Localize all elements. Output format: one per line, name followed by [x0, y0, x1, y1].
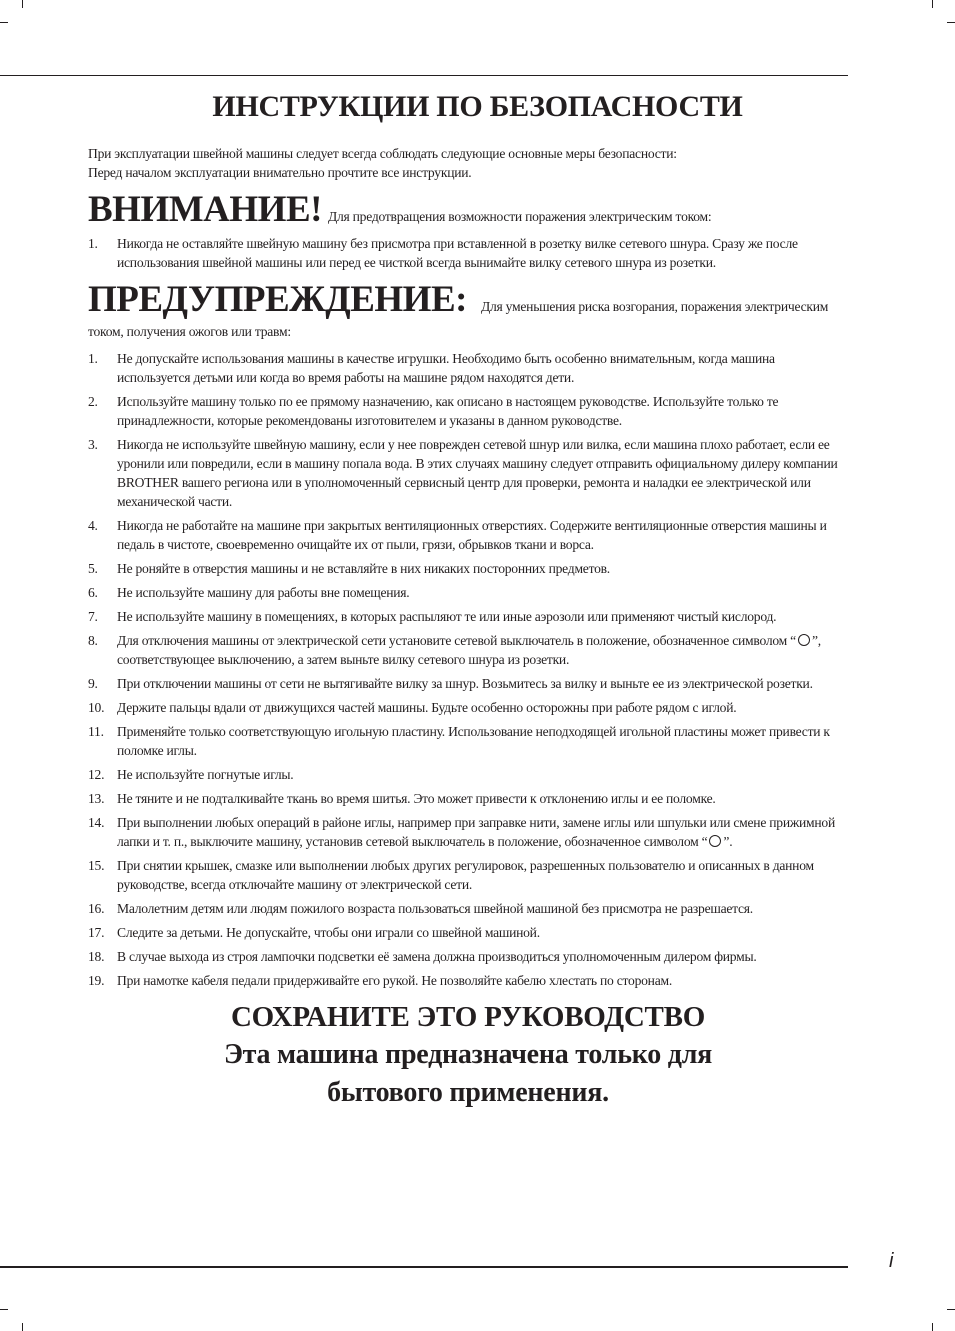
- list-item: [88, 583, 848, 602]
- list-item: [88, 631, 848, 669]
- list-item: [88, 435, 848, 511]
- list-item: [88, 392, 848, 430]
- crop-mark: [947, 1309, 955, 1310]
- caution-list: [88, 234, 848, 272]
- intro: [88, 144, 848, 182]
- item-number: 14.: [88, 815, 105, 830]
- warning-label: ПРЕДУПРЕЖДЕНИЕ:: [88, 279, 467, 320]
- list-item: [88, 516, 848, 554]
- item-text: Никогда не оставляйте швейную машину без присмотра при вставленной в розетку вилке сетевого шнура. Сразу же после использования швейной машины или перед ее чисткой всегда вынимайте вилку сетевого шнура из розетки.: [117, 236, 798, 270]
- list-item: [88, 789, 848, 808]
- crop-mark: [932, 1323, 933, 1331]
- list-item: [88, 856, 848, 894]
- list-item: [88, 947, 848, 966]
- caution-label: ВНИМАНИЕ!: [88, 189, 322, 230]
- item-number: 1.: [88, 236, 98, 251]
- item-text: Не используйте машину для работы вне помещения.: [117, 585, 410, 600]
- item-text: Используйте машину только по ее прямому назначению, как описано в настоящем руководстве. Используйте только те принадлежности, которые рекомендованы изготовителем и указаны в данном руководстве.: [117, 394, 779, 428]
- page-title: ИНСТРУКЦИИ ПО БЕЗОПАСНОСТИ: [212, 90, 743, 123]
- list-item: [88, 899, 848, 918]
- item-number: 11.: [88, 724, 104, 739]
- list-item: [88, 234, 848, 272]
- list-item: [88, 923, 848, 942]
- item-text: Не допускайте использования машины в качестве игрушки. Необходимо быть особенно внимательным, когда машина используется детьми или когда во время работы на машине рядом находятся дети.: [117, 351, 775, 385]
- item-text: Никогда не работайте на машине при закрытых вентиляционных отверстиях. Содержите вентиляционные отверстия машины и педаль в чистоте, своевременно очищайте их от пыли, грязи, обрывков ткани и ворса.: [117, 518, 827, 552]
- crop-mark: [0, 22, 8, 23]
- item-text: Не тяните и не подталкивайте ткань во время шитья. Это может привести к отклонению иглы и ее поломке.: [117, 791, 716, 806]
- item-number: 13.: [88, 791, 105, 806]
- list-item: [88, 674, 848, 693]
- intro-line: Перед началом эксплуатации внимательно прочтите все инструкции.: [88, 165, 472, 180]
- list-item: [88, 722, 848, 760]
- item-number: 17.: [88, 925, 105, 940]
- crop-mark: [0, 1309, 8, 1310]
- caution-heading: [88, 188, 848, 232]
- item-number: 1.: [88, 351, 98, 366]
- item-text-part: При выполнении любых операций в районе иглы, например при заправке нити, замене иглы или шпульки или смене прижимной лапки и т. п., выключите машину, установив сетевой выключатель в положение, обозначенное символом “: [117, 815, 835, 849]
- item-text-part: ”, соответствующее выключению, а затем выньте вилку сетевого шнура из розетки.: [117, 633, 821, 667]
- item-text: При снятии крышек, смазке или выполнении любых других регулировок, разрешенных пользователю и описанных в данном руководстве, всегда отключайте машину от электрической сети.: [117, 858, 814, 892]
- item-text-part: ”.: [723, 834, 733, 849]
- list-item: [88, 349, 848, 387]
- warning-list: [88, 349, 848, 990]
- list-item: [88, 698, 848, 717]
- top-rule: [0, 75, 848, 76]
- item-text: [117, 813, 848, 851]
- item-text-part: Для отключения машины от электрической сети установите сетевой выключатель в положение, обозначенное символом “: [117, 633, 796, 648]
- item-text: Никогда не используйте швейную машину, если у нее поврежден сетевой шнур или вилка, если машина плохо работает, если ее уронили или повредили, если в машину попала вода. В этих случаях машину следует отправить официальному дилеру компании BROTHER вашего региона или в уполномоченный сервисный центр для проверки, ремонта и наладки ее электрической или механической части.: [117, 437, 838, 509]
- intro-line: При эксплуатации швейной машины следует всегда соблюдать следующие основные меры безопасности:: [88, 146, 677, 161]
- item-text: При отключении машины от сети не вытягивайте вилку за шнур. Возьмитесь за вилку и выньте ее из электрической розетки.: [117, 676, 813, 691]
- crop-mark: [947, 22, 955, 23]
- warning-heading: [88, 278, 848, 341]
- off-symbol-icon: [709, 835, 721, 847]
- bottom-rule: [0, 1266, 848, 1268]
- item-number: 12.: [88, 767, 105, 782]
- item-number: 15.: [88, 858, 105, 873]
- crop-mark: [22, 0, 23, 8]
- item-number: 5.: [88, 561, 98, 576]
- item-text: Не роняйте в отверстия машины и не вставляйте в них никаких посторонних предметов.: [117, 561, 610, 576]
- item-number: 4.: [88, 518, 98, 533]
- warning-subtitle: Для уменьшения риска возгорания, поражения электрическим током, получения ожогов или травм:: [88, 299, 829, 339]
- list-item: [88, 971, 848, 990]
- item-number: 3.: [88, 437, 98, 452]
- item-text: Не используйте погнутые иглы.: [117, 767, 294, 782]
- save-manual-notice: СОХРАНИТЕ ЭТО РУКОВОДСТВО: [230, 1001, 706, 1033]
- item-number: 7.: [88, 609, 98, 624]
- item-number: 8.: [88, 633, 98, 648]
- item-number: 19.: [88, 973, 105, 988]
- item-number: 10.: [88, 700, 105, 715]
- item-number: 6.: [88, 585, 98, 600]
- list-item: [88, 813, 848, 851]
- item-number: 9.: [88, 676, 98, 691]
- item-number: 18.: [88, 949, 105, 964]
- crop-mark: [22, 1323, 23, 1331]
- off-symbol-icon: [798, 634, 810, 646]
- household-use-notice: Эта машина предназначена только для бытового применения.: [223, 1039, 713, 1108]
- list-item: [88, 607, 848, 626]
- item-text: Следите за детьми. Не допускайте, чтобы они играли со швейной машиной.: [117, 925, 540, 940]
- item-text: Малолетним детям или людям пожилого возраста пользоваться швейной машиной без присмотра не разрешается.: [117, 901, 753, 916]
- item-text: При намотке кабеля педали придерживайте его рукой. Не позволяйте кабелю хлестать по сторонам.: [117, 973, 672, 988]
- item-text: Не используйте машину в помещениях, в которых распыляют те или иные аэрозоли или применяют чистый кислород.: [117, 609, 777, 624]
- item-text: В случае выхода из строя лампочки подсветки её замена должна производиться уполномоченным дилером фирмы.: [117, 949, 757, 964]
- document-body: [88, 144, 848, 1112]
- crop-mark: [932, 0, 933, 8]
- item-text: Применяйте только соответствующую игольную пластину. Использование неподходящей игольной пластины может привести к поломке иглы.: [117, 724, 830, 758]
- caution-subtitle: Для предотвращения возможности поражения электрическим током:: [327, 209, 712, 224]
- item-text: Держите пальцы вдали от движущихся частей машины. Будьте особенно осторожны при работе рядом с иглой.: [117, 700, 737, 715]
- page-number: i: [889, 1250, 894, 1272]
- list-item: [88, 765, 848, 784]
- item-number: 16.: [88, 901, 105, 916]
- list-item: [88, 559, 848, 578]
- item-number: 2.: [88, 394, 98, 409]
- item-text: [117, 631, 848, 669]
